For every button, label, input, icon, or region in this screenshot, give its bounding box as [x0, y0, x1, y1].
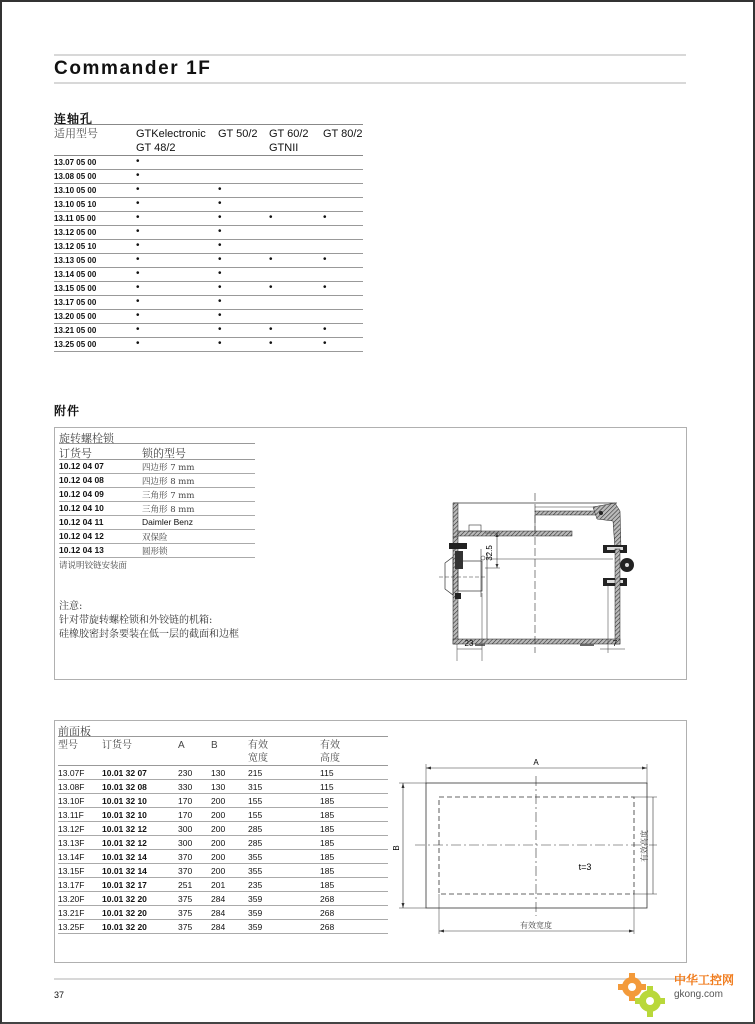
panel-dim-b: 201	[211, 880, 226, 890]
coax-table-header	[54, 124, 363, 156]
panel-dim-a: 300	[178, 824, 193, 834]
lock-order-code: 10.12 04 08	[59, 475, 104, 485]
panel-dim-a: 375	[178, 908, 193, 918]
effective-height-label: 有效高度	[640, 830, 649, 862]
lock-type: 四边形 8 mm	[142, 477, 195, 487]
coax-heading: 连轴孔	[54, 112, 94, 126]
lock-type: Daimler Benz	[142, 517, 194, 527]
panel-dim-b: 200	[211, 838, 226, 848]
panel-model: 13.12F	[58, 824, 85, 834]
col-model: 型号	[58, 740, 78, 751]
panel-dim-a: 170	[178, 796, 193, 806]
compat-bullet: •	[136, 268, 140, 279]
compat-bullet: •	[323, 282, 327, 293]
lock-type: 双保险	[142, 533, 168, 543]
compat-bullet: •	[269, 324, 273, 335]
compat-bullet: •	[136, 310, 140, 321]
lock-type: 四边形 7 mm	[142, 463, 195, 473]
compat-bullet: •	[218, 310, 222, 321]
compat-bullet: •	[136, 156, 140, 167]
compat-bullet: •	[136, 240, 140, 251]
front-panel-row	[58, 892, 388, 906]
compat-bullet: •	[269, 338, 273, 349]
notice-block	[59, 600, 239, 642]
front-panel-row	[58, 920, 388, 934]
panel-effective-width: 155	[248, 796, 263, 806]
front-panel-header	[58, 737, 388, 766]
coax-code: 13.12 05 10	[54, 242, 97, 251]
panel-dim-b: 284	[211, 894, 226, 904]
panel-dim-a: 300	[178, 838, 193, 848]
lock-type: 圆形锁	[142, 547, 168, 557]
notice-label: 注意:	[59, 601, 83, 612]
panel-effective-width: 215	[248, 768, 263, 778]
coax-code: 13.10 05 00	[54, 186, 97, 195]
notice-line-2: 硅橡胶密封条要装在低一层的截面和边框	[59, 629, 239, 640]
compat-bullet: •	[218, 184, 222, 195]
compat-bullet: •	[269, 212, 273, 223]
coax-row	[54, 198, 363, 212]
panel-dim-a: 251	[178, 880, 193, 890]
compat-bullet: •	[136, 324, 140, 335]
coax-code: 13.14 05 00	[54, 270, 97, 279]
panel-dim-b: 200	[211, 852, 226, 862]
col-a: A	[178, 740, 185, 751]
lock-order-code: 10.12 04 13	[59, 545, 104, 555]
panel-dim-b: 200	[211, 796, 226, 806]
panel-effective-width: 359	[248, 922, 263, 932]
panel-order-code: 10.01 32 10	[102, 810, 147, 820]
col-lock-type: 锁的型号	[142, 447, 186, 460]
coax-code: 13.20 05 00	[54, 312, 97, 321]
col-gt60-line1: GT 60/2	[269, 128, 309, 140]
panel-effective-width: 235	[248, 880, 263, 890]
panel-model: 13.08F	[58, 782, 85, 792]
compat-bullet: •	[218, 198, 222, 209]
page-number: 37	[54, 990, 65, 1000]
panel-effective-height: 185	[320, 796, 335, 806]
gkong-watermark	[612, 965, 742, 1020]
panel-order-code: 10.01 32 14	[102, 852, 147, 862]
compat-bullet: •	[323, 324, 327, 335]
panel-effective-height: 268	[320, 894, 335, 904]
panel-order-code: 10.01 32 12	[102, 824, 147, 834]
compat-bullet: •	[136, 170, 140, 181]
coax-code: 13.08 05 00	[54, 172, 97, 181]
panel-effective-height: 185	[320, 838, 335, 848]
panel-dim-a: 370	[178, 852, 193, 862]
accessories-box	[54, 427, 687, 680]
col-effective-width	[248, 739, 268, 765]
lock-row	[59, 530, 255, 544]
col-gt60-line2: GTNII	[269, 142, 299, 154]
front-panel-row	[58, 808, 388, 822]
panel-dim-a: 375	[178, 922, 193, 932]
lock-order-code: 10.12 04 07	[59, 461, 104, 471]
coax-row	[54, 254, 363, 268]
front-panel-row	[58, 850, 388, 864]
panel-model: 13.20F	[58, 894, 85, 904]
coax-code: 13.07 05 00	[54, 158, 97, 167]
front-panel-body	[58, 766, 388, 934]
panel-effective-height: 185	[320, 824, 335, 834]
coax-row	[54, 212, 363, 226]
coax-code: 13.13 05 00	[54, 256, 97, 265]
panel-order-code: 10.01 32 17	[102, 880, 147, 890]
panel-model: 13.15F	[58, 866, 85, 876]
panel-model: 13.10F	[58, 796, 85, 806]
panel-effective-width: 359	[248, 894, 263, 904]
front-panel-row	[58, 780, 388, 794]
coax-row	[54, 184, 363, 198]
notice-line-1: 针对带旋转螺栓锁和外铰链的机箱:	[59, 615, 213, 626]
enclosure-section-drawing	[425, 473, 655, 653]
coax-row	[54, 156, 363, 170]
lock-row	[59, 502, 255, 516]
panel-order-code: 10.01 32 20	[102, 894, 147, 904]
panel-dim-b: 200	[211, 824, 226, 834]
lock-order-code: 10.12 04 11	[59, 517, 104, 527]
panel-effective-width: 155	[248, 810, 263, 820]
panel-effective-height: 115	[320, 782, 334, 792]
front-panel-box	[54, 720, 687, 963]
watermark-cn-text: 中华工控网	[674, 973, 735, 987]
panel-model: 13.25F	[58, 922, 85, 932]
compat-bullet: •	[136, 254, 140, 265]
compat-bullet: •	[136, 296, 140, 307]
panel-dim-a: 170	[178, 810, 193, 820]
lock-row	[59, 516, 255, 530]
lock-type: 三角形 8 mm	[142, 505, 195, 515]
dim-7-label: 7	[612, 639, 618, 648]
compat-bullet: •	[218, 226, 222, 237]
compat-bullet: •	[218, 296, 222, 307]
front-panel-row	[58, 836, 388, 850]
lock-table-body	[59, 460, 255, 558]
coax-table	[54, 124, 363, 352]
panel-effective-width: 355	[248, 852, 263, 862]
compat-bullet: •	[218, 254, 222, 265]
panel-effective-width: 355	[248, 866, 263, 876]
compat-bullet: •	[136, 212, 140, 223]
front-panel-row	[58, 864, 388, 878]
front-panel-row	[58, 906, 388, 920]
coax-code: 13.10 05 10	[54, 200, 97, 209]
coax-row	[54, 282, 363, 296]
coax-code: 13.17 05 00	[54, 298, 97, 307]
panel-dim-b: 200	[211, 810, 226, 820]
panel-dim-b: 130	[211, 782, 226, 792]
col-gtk	[136, 127, 206, 155]
front-panel-row	[58, 766, 388, 780]
compat-bullet: •	[323, 254, 327, 265]
col-gt80: GT 80/2	[323, 128, 363, 140]
top-rule	[54, 54, 686, 56]
front-panel-title: 前面板	[58, 723, 388, 737]
panel-dim-b: 200	[211, 866, 226, 876]
panel-order-code: 10.01 32 07	[102, 768, 147, 778]
page-title: Commander 1F	[54, 58, 212, 79]
compat-bullet: •	[218, 282, 222, 293]
panel-order-code: 10.01 32 10	[102, 796, 147, 806]
panel-effective-height: 268	[320, 908, 335, 918]
compat-bullet: •	[218, 240, 222, 251]
lock-table	[59, 430, 255, 558]
lock-row	[59, 544, 255, 558]
lock-row	[59, 474, 255, 488]
panel-dim-b: 130	[211, 768, 226, 778]
front-panel-table	[58, 723, 388, 934]
compat-bullet: •	[136, 184, 140, 195]
panel-dim-a: 230	[178, 768, 193, 778]
panel-effective-width: 359	[248, 908, 263, 918]
panel-dim-b: 284	[211, 908, 226, 918]
dim-32-5-label: 32.5	[485, 545, 494, 561]
col-gtk-line2: GT 48/2	[136, 142, 176, 154]
coax-row	[54, 338, 363, 352]
panel-effective-height: 115	[320, 768, 334, 778]
compat-bullet: •	[218, 212, 222, 223]
panel-order-code: 10.01 32 08	[102, 782, 147, 792]
coax-code: 13.21 05 00	[54, 326, 97, 335]
coax-code: 13.25 05 00	[54, 340, 97, 349]
col-order-no: 订货号	[102, 740, 132, 751]
lock-order-code: 10.12 04 10	[59, 503, 104, 513]
panel-effective-height: 185	[320, 866, 335, 876]
col-effective-height	[320, 739, 340, 765]
col-effective-height-line1: 有效	[320, 740, 340, 751]
hinge-note: 请说明铰链安装面	[59, 561, 128, 571]
coax-code: 13.12 05 00	[54, 228, 97, 237]
panel-model: 13.17F	[58, 880, 85, 890]
compat-bullet: •	[323, 338, 327, 349]
panel-model: 13.07F	[58, 768, 85, 778]
panel-effective-height: 185	[320, 852, 335, 862]
watermark-en-text: gkong.com	[674, 989, 723, 1000]
compat-bullet: •	[323, 212, 327, 223]
panel-order-code: 10.01 32 20	[102, 922, 147, 932]
col-gt50: GT 50/2	[218, 128, 258, 140]
coax-row	[54, 310, 363, 324]
lock-table-title: 旋转螺栓锁	[59, 430, 255, 444]
panel-order-code: 10.01 32 12	[102, 838, 147, 848]
col-applicable-model: 适用型号	[54, 127, 98, 140]
lock-order-code: 10.12 04 09	[59, 489, 104, 499]
compat-bullet: •	[136, 198, 140, 209]
accessories-heading: 附件	[54, 404, 81, 418]
panel-effective-width: 285	[248, 838, 263, 848]
panel-dim-b: 284	[211, 922, 226, 932]
panel-dim-a: 375	[178, 894, 193, 904]
front-panel-drawing	[392, 756, 655, 946]
front-panel-row	[58, 878, 388, 892]
panel-model: 13.11F	[58, 810, 84, 820]
coax-code: 13.11 05 00	[54, 214, 96, 223]
compat-bullet: •	[136, 338, 140, 349]
coax-row	[54, 170, 363, 184]
col-effective-width-line1: 有效	[248, 740, 268, 751]
lock-order-code: 10.12 04 12	[59, 531, 104, 541]
panel-model: 13.13F	[58, 838, 85, 848]
panel-model: 13.14F	[58, 852, 85, 862]
compat-bullet: •	[269, 282, 273, 293]
coax-row	[54, 240, 363, 254]
compat-bullet: •	[218, 338, 222, 349]
compat-bullet: •	[136, 226, 140, 237]
dim-b-label: B	[392, 845, 401, 851]
panel-order-code: 10.01 32 20	[102, 908, 147, 918]
panel-order-code: 10.01 32 14	[102, 866, 147, 876]
compat-bullet: •	[136, 282, 140, 293]
panel-effective-width: 315	[248, 782, 263, 792]
thickness-label: t=3	[578, 862, 592, 872]
coax-row	[54, 324, 363, 338]
coax-row	[54, 226, 363, 240]
dim-a-label: A	[533, 758, 539, 767]
effective-width-label: 有效宽度	[520, 921, 552, 930]
coax-row	[54, 296, 363, 310]
lock-table-header	[59, 444, 255, 460]
coax-row	[54, 268, 363, 282]
lock-type: 三角形 7 mm	[142, 491, 195, 501]
compat-bullet: •	[269, 254, 273, 265]
panel-effective-height: 185	[320, 880, 335, 890]
col-b: B	[211, 740, 218, 751]
coax-code: 13.15 05 00	[54, 284, 97, 293]
front-panel-row	[58, 794, 388, 808]
dim-23-label: 23	[464, 639, 474, 648]
col-gt60	[269, 127, 309, 155]
bottom-rule	[54, 978, 686, 980]
front-panel-row	[58, 822, 388, 836]
col-gtk-line1: GTKelectronic	[136, 128, 206, 140]
col-effective-width-line2: 宽度	[248, 753, 268, 764]
gear-logo-icon	[612, 965, 672, 1020]
compat-bullet: •	[218, 324, 222, 335]
panel-model: 13.21F	[58, 908, 85, 918]
coax-table-body	[54, 156, 363, 352]
panel-dim-a: 330	[178, 782, 193, 792]
panel-dim-a: 370	[178, 866, 193, 876]
col-effective-height-line2: 高度	[320, 753, 340, 764]
title-rule	[54, 82, 686, 84]
panel-effective-height: 185	[320, 810, 335, 820]
compat-bullet: •	[218, 268, 222, 279]
lock-row	[59, 460, 255, 474]
panel-effective-width: 285	[248, 824, 263, 834]
col-order-no: 订货号	[59, 447, 92, 460]
panel-effective-height: 268	[320, 922, 335, 932]
lock-row	[59, 488, 255, 502]
